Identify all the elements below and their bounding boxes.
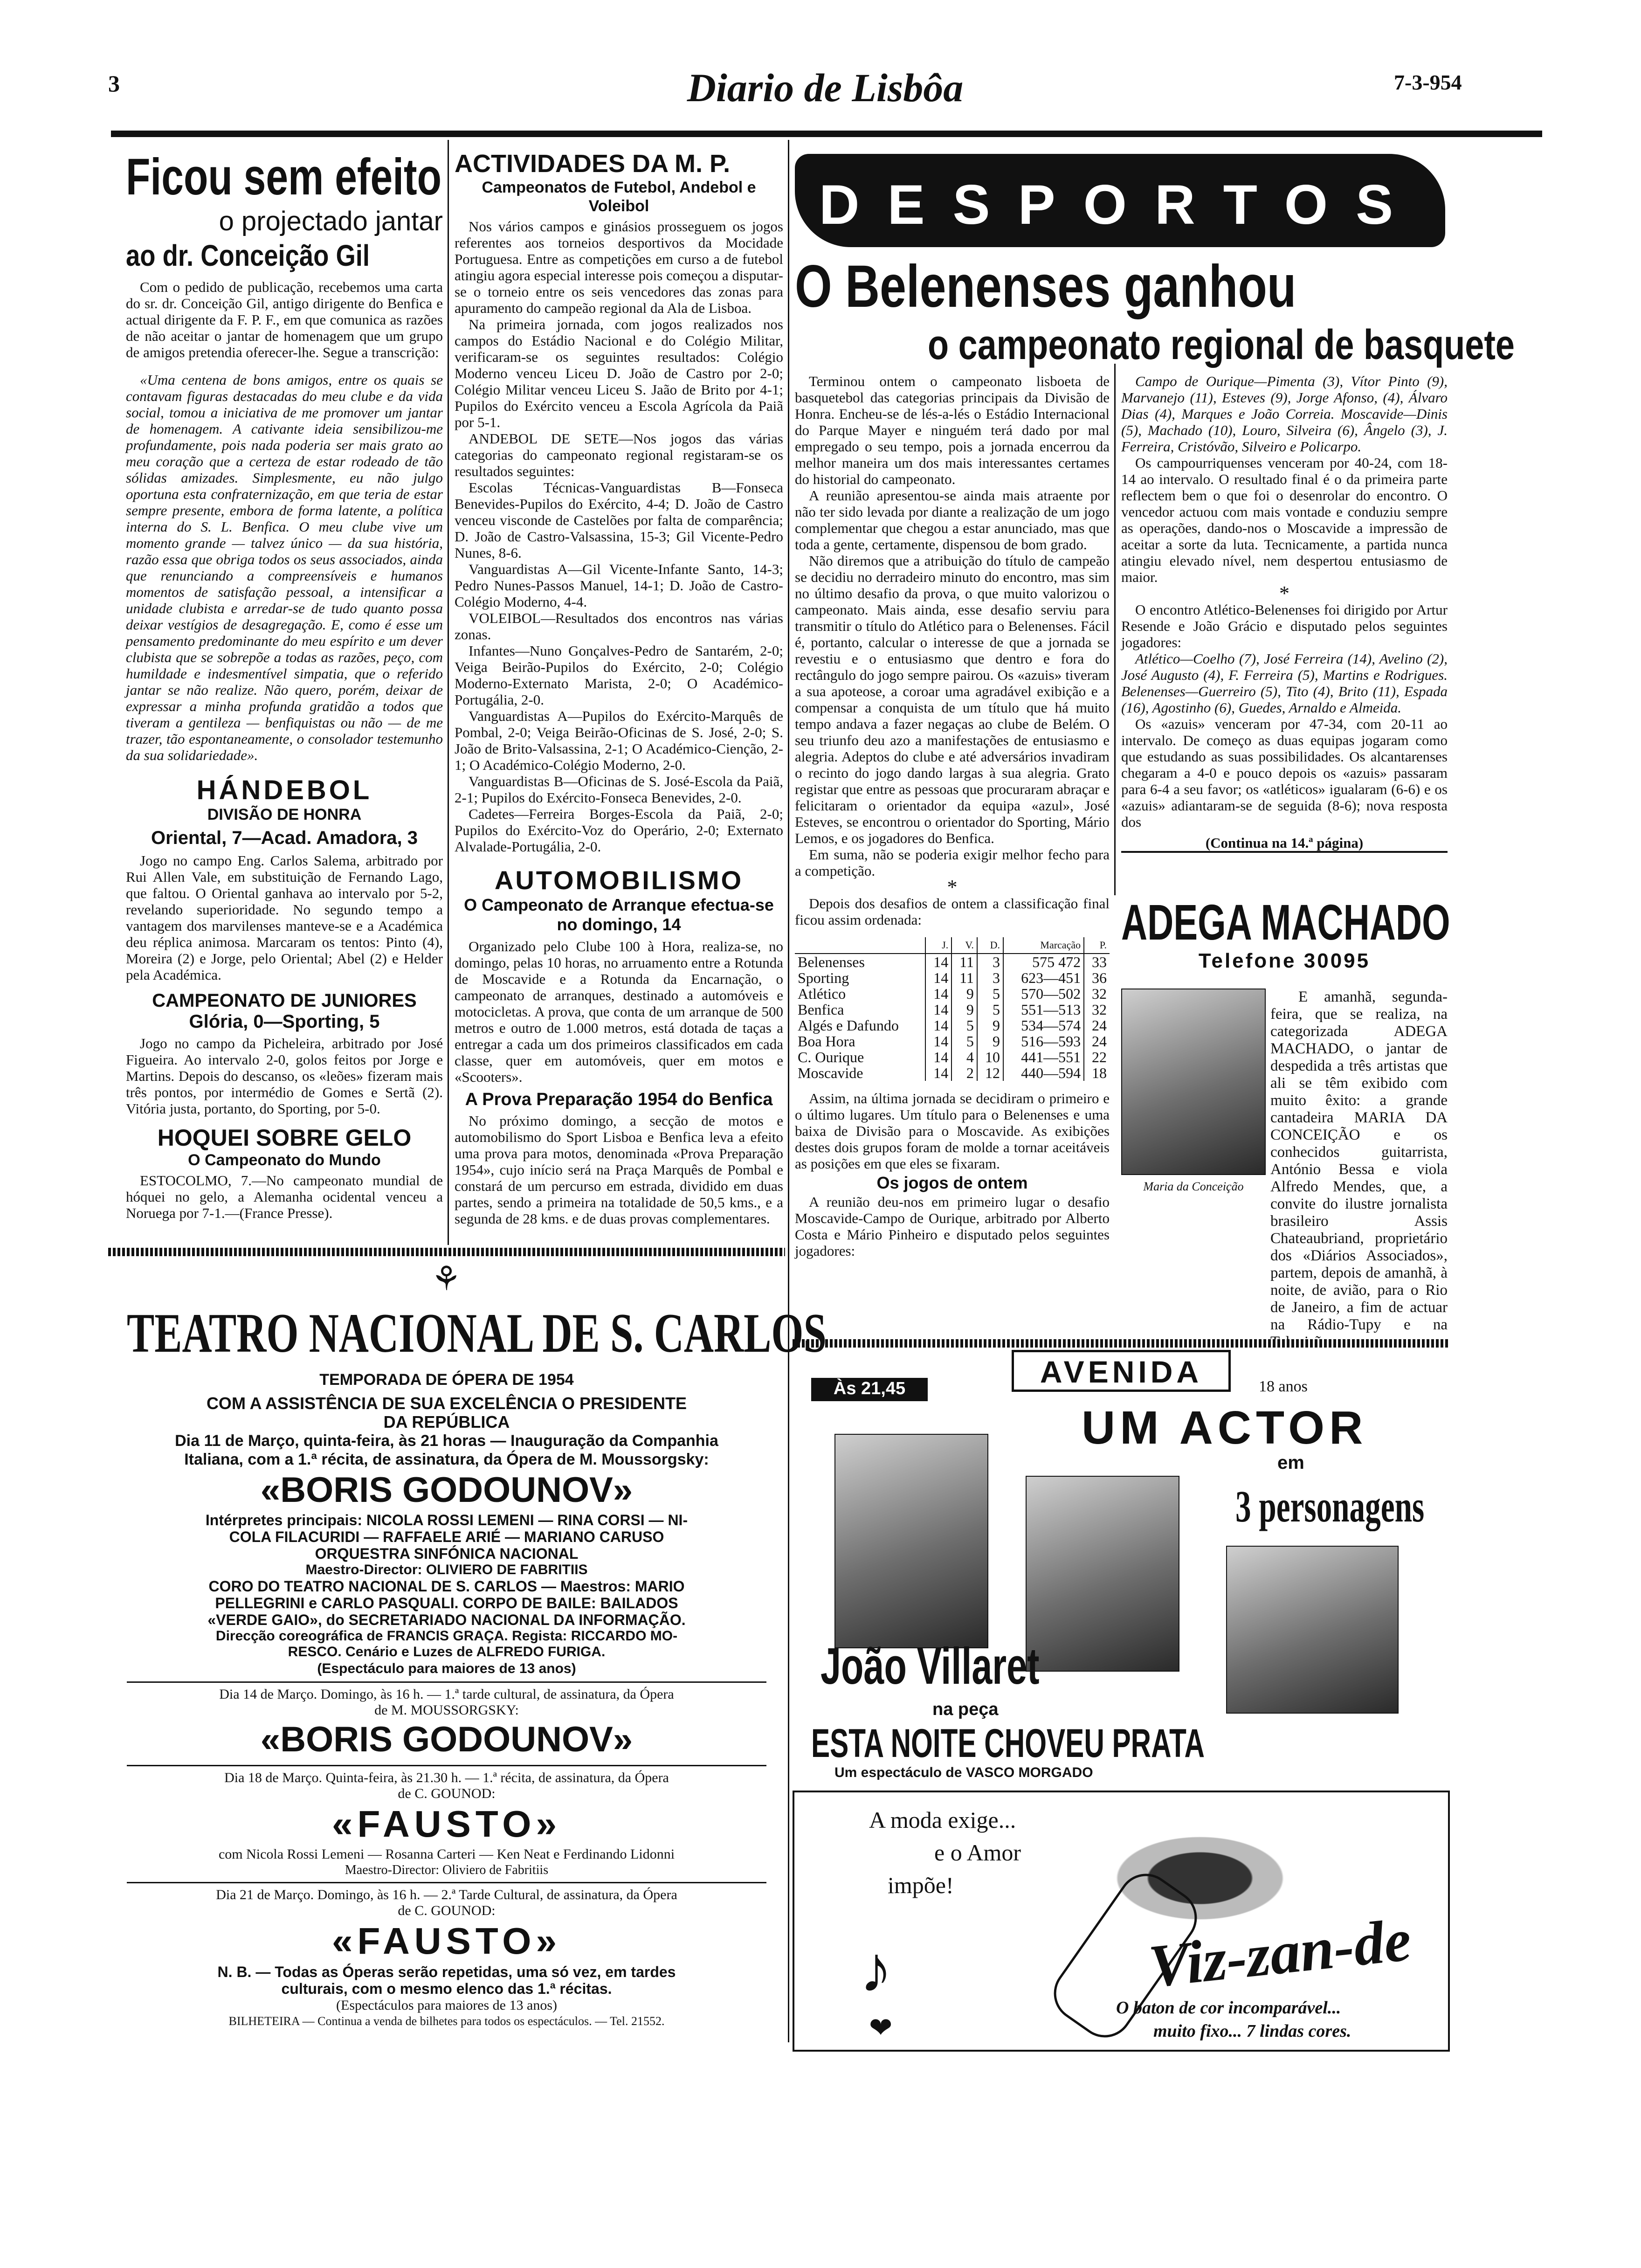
bel-p5: Depois dos desafios de ontem a classificação final ficou assim ordenada: [795,895,1110,928]
continua-note: (Continua na 14.ª página) [1121,835,1448,853]
table-cell: 14 [925,1049,952,1065]
avenida-credit: Um espectáculo de VASCO MORGADO [834,1765,1093,1780]
actor-photo-3 [1226,1546,1399,1714]
table-cell: 9 [977,1017,1003,1033]
mp-p10: Cadetes—Ferreira Borges-Escola da Paiã, 2-0; Pupilos do Exército-Voz do Operário, 2-0; Externato Alvalade-Portugália, 2-0. [455,806,783,855]
headline: Ficou sem efeito [126,148,442,206]
hoquei-text: ESTOCOLMO, 7.—No campeonato mundial de hóquei no gelo, a Alemanha ocidental venceu a Noruega por 7-1.—(France Presse). [126,1172,443,1221]
na-peca: na peça [932,1700,999,1719]
mp-p2: Na primeira jornada, com jogos realizados nos campos do Estádio Nacional e do Colégio Militar, verificaram-se os seguintes resultados: Colégio Moderno venceu Liceu D. João de Castro por 2-0; Colégio Militar venceu Liceu S. Jaão de Brito por 4-1; Pupilos do Exército venceu a Escola Agrícola da Paiã por 5-1. [455,316,783,430]
table-cell: C. Ourique [798,1049,864,1065]
avenida-line3: 3 personagens [1235,1481,1425,1531]
bel-p6: Assim, na última jornada se decidiram o primeiro e o último lugares. Um título para o Belenenses e uma baixa de Divisão para o Moscavide. As exibições destes dois grupos foram de molde a tornar aceitáveis as posições em que eles se fixaram. [795,1090,1110,1172]
teatro-line: Italiana, com a 1.ª récita, de assinatura, da Ópera de M. Moussorgsky: [184,1451,709,1468]
table-cell: 24 [1084,1017,1110,1033]
table-cell: 441—551 [1003,1049,1084,1065]
table-cell: 9 [952,1002,977,1017]
table-cell: 5 [952,1017,977,1033]
table-cell: 22 [1084,1049,1110,1065]
table-header [795,937,925,954]
subhead: o projectado jantar [219,206,443,236]
vizz-brand: Viz-zan-de [1146,1906,1414,2001]
belenenses-subhead: o campeonato regional de basquete [928,322,1515,368]
teatro-line: culturais, com o mesmo elenco das 1.ª récitas. [281,1980,612,1997]
table-cell: 24 [1084,1033,1110,1049]
classification-table [795,937,1110,1081]
handebol-subtitle: DIVISÃO DE HONRA [207,806,362,823]
table-cell: 10 [977,1049,1003,1065]
table-header-row [795,937,1110,954]
table-header: J. [925,937,952,954]
page-number: 3 [108,70,120,97]
table-cell: 18 [1084,1065,1110,1081]
table-cell: Benfica [798,1001,844,1018]
table-header: D. [977,937,1003,954]
table-header: Marcação [1003,937,1084,954]
teatro-line: Dia 11 de Março, quinta-feira, às 21 horas — Inauguração da Companhia [175,1432,718,1450]
avenida-line2: em [1277,1452,1304,1473]
divider [127,1681,766,1683]
mp-body [455,218,783,855]
table-cell: 12 [977,1065,1003,1081]
opera-title: «BORIS GODOUNOV» [260,1470,633,1510]
actor-photo-2 [1026,1476,1179,1672]
table-cell: 14 [925,970,952,986]
table-cell: Sporting [798,969,849,986]
mp-p8: Vanguardistas A—Pupilos do Exército-Marquês de Pombal, 2-0; Veiga Beirão-Oficinas de S. José, 2-0; S. João de Brito-Valsassina, 2-1; O Académico-Cienção, 2-1; O Académico-Colégio Moderno, 2-0. [455,708,783,773]
belenenses-col-2 [1121,373,1448,853]
table-row [795,954,1110,970]
jogos-title: Os jogos de ontem [876,1173,1028,1192]
adega-title: ADEGA MACHADO [1121,894,1450,950]
handebol-title: HÁNDEBOL [196,775,372,805]
table-cell: Boa Hora [798,1033,855,1050]
asterisk: * [947,876,958,899]
bel-p4: Em suma, não se poderia exigir melhor fecho para a competição. [795,846,1110,879]
crest-icon: ⚘ [431,1260,462,1298]
lady-figure-icon: ♪ [860,1934,892,2006]
table-cell: 440—594 [1003,1065,1084,1081]
teatro-line: BILHETEIRA — Continua a venda de bilhetes para todos os espectáculos. — Tel. 21552. [228,2014,665,2028]
table-cell: 11 [952,970,977,986]
handebol-score: Oriental, 7—Acad. Amadora, 3 [151,828,418,848]
table-cell: 551—513 [1003,1002,1084,1017]
teatro-line: COM A ASSISTÊNCIA DE SUA EXCELÊNCIA O PRESIDENTE [206,1394,687,1413]
vizzande-ad [793,1791,1450,2052]
teatro-line: de C. GOUNOD: [398,1786,496,1801]
article-conceicao-gil [126,149,443,1221]
table-cell: 623—451 [1003,970,1084,986]
teatro-line: Dia 18 de Março. Quinta-feira, às 21.30 h. — 1.ª récita, de assinatura, da Ópera [224,1770,669,1785]
table-cell: 33 [1084,954,1110,970]
mp-p3: ANDEBOL DE SETE—Nos jogos das várias categorias do campeonato regional registaram-se os resultados seguintes: [455,430,783,479]
table-row [795,1033,1110,1049]
table-header: V. [952,937,977,954]
table-cell: 14 [925,1065,952,1081]
handebol-text: Jogo no campo Eng. Carlos Salema, arbitrado por Rui Allen Vale, em substituição de Fernando Lago, que faltou. O Oriental ganhava ao intervalo por 5-2, revelando superioridade. No segundo tempo a vantagem dos marvilenses manteve-se e a Académica deu réplica animosa. Marcaram os tentos: Pinto (4), Moreira (2) e Jorge, pelo Oriental; Abel (2) e Helder pela Académica. [126,852,443,983]
teatro-line: RESCO. Cenário e Luzes de ALFREDO FURIGA. [288,1644,606,1660]
teatro-line: de M. MOUSSORGSKY: [374,1702,519,1718]
teatro-season: TEMPORADA DE ÓPERA DE 1954 [319,1371,574,1389]
avenida-line1: UM ACTOR [1082,1402,1368,1454]
hearts-icon: ❤ [869,2012,893,2043]
stripe-divider [793,1339,1450,1348]
mp-p7: Infantes—Nuno Gonçalves-Pedro de Santarém, 2-0; Veiga Beirão-Pupilos do Exército, 2-0; Colégio Moderno-Externato Marista, 2-0; O Académico-Portugália, 2-0. [455,643,783,708]
teatro-line: Dia 14 de Março. Domingo, às 16 h. — 1.ª tarde cultural, de assinatura, da Ópera [219,1687,674,1702]
teatro-line: (Espectáculo para maiores de 13 anos) [317,1661,576,1676]
teatro-line: com Nicola Rossi Lemeni — Rosanna Carteri — Ken Neat e Ferdinando Lidonni [218,1846,675,1862]
table-row [795,1049,1110,1065]
table-header: P. [1084,937,1110,954]
teatro-line: PELLEGRINI e CARLO PASQUALI. CORPO DE BAILE: BAILADOS [215,1595,678,1611]
table-cell: 14 [925,1002,952,1017]
adega-phone: Telefone 30095 [1198,949,1371,972]
article-quote: «Uma centena de bons amigos, entre os quais se contavam figuras destacadas do meu clube e da vida social, tomou a iniciativa de me promover um jantar de homenagem. A cativante ideia sensibilizou-me profundamente, pois nada poderia ser mais grato ao meu coração que a certeza de estar rodeado de tão sólidas amizades. Simplesmente, eu não julgo oportuna esta confraternização, em que teria de estar sempre presente, embora de forma latente, a política interna do S. L. Benfica. O meu clube vive um momento grande — talvez único — da sua história, razão essa que obriga todos os seus associados, ainda que renunciando a compreensíveis e humanos momentos de satisfação pessoal, a intensificar a unidade clubista e arredar-se de tudo quanto possa deixar vestígios de desagregação. E, como é esse um pensamento predominante do meu espírito e um dever clubista que se sobrepõe a todas as razões, peço, com humildade e indesmentível simpatia, que o referido jantar se não realize. Não quero, porém, deixar de expressar a minha profunda gratidão a todos que tiveram a gentileza — benfiquistas ou não — de me trazer, tão espontaneamente, o consolador testemunho da sua solidariedade». [126,372,443,763]
juniores-text: Jogo no campo da Picheleira, arbitrado por José Figueira. Ao intervalo 2-0, golos feitos por Jorge e Martins. Depois do descanso, os «leões» fizeram mais três pontos, por intermédio de Gomes e Sertã (2). Vitória justa, portanto, do Sporting, por 5-0. [126,1035,443,1117]
actor-photo-1 [834,1434,988,1648]
mp-p4: Escolas Técnicas-Vanguardistas B—Fonseca Benevides-Pupilos do Exército, 4-4; D. João de Castro venceu visconde de Castelões por falta de comparência; D. João de Castro-Valsassina, 15-3; Gil Vicente-Pedro Nunes, 8-6. [455,479,783,561]
table-cell: 32 [1084,1002,1110,1017]
mp-p5: Vanguardistas A—Gil Vicente-Infante Santo, 14-3; Pedro Nunes-Passos Manuel, 14-1; D. João de Castro-Colégio Moderno, 4-4. [455,561,783,610]
teatro-line: CORO DO TEATRO NACIONAL DE S. CARLOS — Maestros: MARIO [208,1578,685,1595]
teatro-line: DA REPÚBLICA [383,1412,510,1431]
bel-r3: O encontro Atlético-Belenenses foi dirigido por Artur Resende e João Grácio e disputado pelos seguintes jogadores: [1121,602,1448,650]
table-cell: 5 [977,1002,1003,1017]
table-cell: 5 [977,986,1003,1002]
column-rule-2 [788,140,789,2042]
table-cell: Algés e Dafundo [798,1017,899,1034]
adega-machado-ad [1121,895,1448,1343]
vizz-line2: e o Amor [934,1839,1021,1866]
masthead: Diario de Lisbôa [687,65,964,110]
mp-title: ACTIVIDADES DA M. P. [455,150,731,178]
table-cell: 3 [977,954,1003,970]
opera-title: «BORIS GODOUNOV» [260,1720,633,1759]
column-rule-3 [1114,364,1116,895]
table-cell: 14 [925,1017,952,1033]
teatro-title: TEATRO NACIONAL DE S. CARLOS [127,1302,827,1364]
avenida-time: Às 21,45 [833,1379,906,1398]
asterisk: * [1279,582,1289,605]
issue-date: 7-3-954 [1394,70,1462,94]
table-row [795,1017,1110,1033]
vizz-tagline-1: O baton de cor incomparável... [1116,1998,1341,2018]
vizz-line3: impõe! [888,1872,954,1898]
table-cell: Atlético [798,985,846,1002]
vizz-line1: A moda exige... [869,1807,1016,1833]
table-cell: 5 [952,1033,977,1049]
bel-p7: A reunião deu-nos em primeiro lugar o desafio Moscavide-Campo de Ourique, arbitrado por Alberto Costa e Mário Pinheiro e disputado pelos seguintes jogadores: [795,1194,1110,1259]
bel-r1: Campo de Ourique—Pimenta (3), Vítor Pinto (9), Marvanejo (11), Esteves (9), Jorge Afonso, (4), Álvaro Dias (4), Marques e João Correia. Moscavide—Dinis (5), Machado (10), Louro, Silveira (6), Ângelo (3), J. Ferreira, Cristóvão, Silveiro e Policarpo. [1121,373,1448,455]
teatro-line: Direcção coreográfica de FRANCIS GRAÇA. Regista: RICCARDO MO- [215,1628,678,1644]
teatro-body [108,1394,785,2029]
table-cell: 575 472 [1003,954,1084,970]
mp-subtitle: Campeonatos de Futebol, Andebol e Voleibol [482,179,756,215]
table-cell: 14 [925,954,952,970]
teatro-line: «VERDE GAIO», do SECRETARIADO NACIONAL DA INFORMAÇÃO. [207,1611,686,1628]
column-rule-1 [448,140,449,1245]
table-cell: 516—593 [1003,1033,1084,1049]
table-cell: 11 [952,954,977,970]
vizz-tagline-2: muito fixo... 7 lindas cores. [1153,2021,1351,2041]
table-cell: 36 [1084,970,1110,986]
teatro-line: (Espectáculos para maiores de 13 anos) [336,1998,557,2013]
table-cell: 2 [952,1065,977,1081]
table-cell: 9 [952,986,977,1002]
singer-photo [1121,989,1266,1175]
table-cell: 14 [925,1033,952,1049]
table-cell: 3 [977,970,1003,986]
play-title: ESTA NOITE CHOVEU PRATA [811,1721,1205,1766]
belenenses-headline: O Belenenses ganhou [795,253,1296,320]
benfica-text: No próximo domingo, a secção de motos e automobilismo do Sport Lisboa e Benfica leva a efeito uma prova para motos, denominada «Prova Preparação 1954», cujo início será na Praça Marquês de Pombal e constará de um percurso em estrada, dividido em duas partes, sendo a primeira na totalidade de 50,5 kms., e a segunda de 28 kms. e de duas provas complementares. [455,1113,783,1227]
hoquei-subtitle: O Campeonato do Mundo [188,1151,381,1169]
teatro-line: COLA FILACURIDI — RAFFAELE ARIÉ — MARIANO CARUSO [229,1528,664,1545]
photo-caption: Maria da Conceição [1143,1180,1244,1193]
mp-p9: Vanguardistas B—Oficinas de S. José-Escola da Paiã, 2-1; Pupilos do Exército-Fonseca Benevides, 2-0. [455,773,783,806]
bel-r5: Os «azuis» venceram por 47-34, com 20-11 ao intervalo. De começo as duas equipas jogaram como que estudando as suas possibilidades. Os alcantarenses chegaram a 4-0 e pouco depois os «azuis» passaram para 6-4 a seu favor; os «atléticos» igualaram (6-6) e os «azuis» adiantaram-se de seguida (8-6); nova resposta dos [1121,716,1448,830]
bel-r2: Os campourriquenses venceram por 40-24, com 18-14 ao intervalo. O resultado final é o da primeira parte reflectem bem o que foi o desenrolar do encontro. O vencedor actuou com mais vontade e conduziu sempre as operações, dando-nos o Moscavide a impressão de aceitar a sorte da luta. Tecnicamente, a partida nunca atingiu elevado nível, nem despertou entusiasmo de maior. [1121,455,1448,585]
stripe-divider [108,1248,785,1256]
juniores-score: Glória, 0—Sporting, 5 [189,1011,380,1032]
teatro-line: Intérpretes principais: NICOLA ROSSI LEMENI — RINA CORSI — NI- [205,1512,688,1528]
auto-subtitle: O Campeonato de Arranque efectua-se no domingo, 14 [464,895,774,934]
teatro-line: Maestro-Director: OLIVIERO DE FABRITIIS [305,1562,588,1577]
table-cell: 9 [977,1033,1003,1049]
table-cell: Belenenses [798,954,865,970]
opera-title: «FAUSTO» [332,1803,561,1845]
teatro-sao-carlos-ad [108,1259,827,2042]
desportos-banner-text: DESPORTOS [819,173,1421,236]
mp-p1: Nos vários campos e ginásios prosseguem os jogos referentes aos torneios desportivos da Mocidade Portuguesa. Entre as competições em curso a de futebol atingiu agora especial interesse pois começou a disputar-se o torneio entre os seis vencedores das zonas para apuramento do campeão regional da Ala de Lisboa. [455,218,783,316]
auto-title: AUTOMOBILISMO [494,865,744,895]
table-cell: 32 [1084,986,1110,1002]
benfica-title: A Prova Preparação 1954 do Benfica [465,1090,773,1109]
bel-r4: Atlético—Coelho (7), José Ferreira (14), Avelino (2), José Augusto (4), F. Ferreira (5), Martins e Rodrigues. Belenenses—Guerreiro (5), Tito (4), Brito (11), Espada (16), Agostinho (6), Guedes, Arnaldo e Almeida. [1121,650,1448,716]
teatro-line: ORQUESTRA SINFÓNICA NACIONAL [315,1545,579,1562]
teatro-line: de C. GOUNOD: [398,1903,496,1918]
belenenses-col-1 [795,373,1110,1259]
table-cell: 14 [925,986,952,1002]
avenida-age: 18 anos [1259,1378,1308,1395]
opera-title: «FAUSTO» [332,1920,561,1962]
article-intro: Com o pedido de publicação, recebemos uma carta do sr. dr. Conceição Gil, antigo dirigente do Benfica e actual dirigente da F. P. F., em que comunica as razões de não aceitar o jantar de homenagem que um grupo de amigos pretendia oferecer-lhe. Segue a transcrição: [126,279,443,360]
hoquei-title: HOQUEI SOBRE GELO [157,1125,412,1151]
avenida-title: AVENIDA [1012,1350,1231,1392]
table-row [795,986,1110,1002]
avenida-ad [793,1350,1450,1780]
teatro-line: Dia 21 de Março. Domingo, às 16 h. — 2.ª Tarde Cultural, de assinatura, da Ópera [216,1887,677,1902]
auto-text: Organizado pelo Clube 100 à Hora, realiza-se, no domingo, pelas 10 horas, no arruamento entre a Rotunda de Moscavide e a Rotunda da Encarnação, o campeonato de arranques, destinado a automóveis e motocicletas. A prova, que conta de um arranque de 500 metros e outro de 1.000 metros, está dotada de taças a entregar a cada um dos primeiros classificados em cada classe, quer em automóveis, quer em motos e «Scooters». [455,938,783,1085]
subhead-2: ao dr. Conceição Gil [126,239,370,272]
article-mp [455,149,783,1227]
table-row [795,1002,1110,1017]
bel-p3: Não diremos que a atribuição do título de campeão se decidiu no derradeiro minuto do encontro, mas sim no último desafio da prova, o que muito valorizou o campeonato. Mais ainda, esse desafio serviu para transmitir o título do Atlético para o Belenenses. Fácil é, portanto, calcular o interesse de que a jornada se revestiu e o entusiasmo que dentro e fora do rectângulo do jogo sempre pairou. Os «azuis» tiveram a sua apoteose, a coroar uma agradável exibição e a compensar a conquista de um título que há muito tempo andava a fazer negaças ao clube de Belém. O seu triunfo deu azo a manifestações de entusiasmo e alegria. Adeptos do clube e até adversários invadiram o recinto do jogo dando largas à sua alegria. Grato registar que entre as pessoas que procuraram abraçar e felicitaram o orientador da equipa «azul», José Esteves, se encontrou o orientador do Sporting, Mário Lemos, e os jogadores do Benfica. [795,553,1110,846]
divider [127,1882,766,1883]
bel-p1: Terminou ontem o campeonato lisboeta de basquetebol das categorias principais da Divisão de Honra. Encheu-se de lés-a-lés o Estádio Internacional do Parque Mayer e ninguém terá dado por mal empregado o seu tempo, pois a jornada encerrou da melhor maneira um dos mais interessantes certames do historial do campeonato. [795,373,1110,487]
juniores-title: CAMPEONATO DE JUNIORES [152,990,417,1011]
bel-p2: A reunião apresentou-se ainda mais atraente por não ter sido levada por diante a realização de um jogo complementar que chegou a estar anunciado, mas que toda a gente, certamente, dispensou de bom grado. [795,487,1110,553]
table-cell: 4 [952,1049,977,1065]
mp-p6: VOLEIBOL—Resultados dos encontros nas várias zonas. [455,610,783,643]
table-row [795,1065,1110,1081]
divider [127,1765,766,1766]
teatro-line: Maestro-Director: Oliviero de Fabritiis [345,1863,549,1877]
table-cell: 570—502 [1003,986,1084,1002]
header-rule [111,131,1542,137]
table-cell: Moscavide [798,1065,863,1081]
adega-text: E amanhã, segunda-feira, que se realiza, na categorizada ADEGA MACHADO, o jantar de despedida a três artistas que ali se têm exibido com muito êxito: a grande cantadeira MARIA DA CONCEIÇÃO e os conhecidos guitarrista, António Bessa e viola Alfredo Mendes, que, a convite do ilustre jornalista brasileiro Assis Chateaubriand, proprietário dos «Diários Associados», partem, depois de amanhã, à noite, de avião, para o Rio de Janeiro, a fim de actuar na Rádio-Tupy e na [1270,989,1448,1333]
table-cell: 534—574 [1003,1017,1084,1033]
teatro-line: N. B. — Todas as Óperas serão repetidas, uma só vez, em tardes [217,1964,676,1980]
actor-name: João Villaret [820,1638,1040,1695]
table-row [795,970,1110,986]
